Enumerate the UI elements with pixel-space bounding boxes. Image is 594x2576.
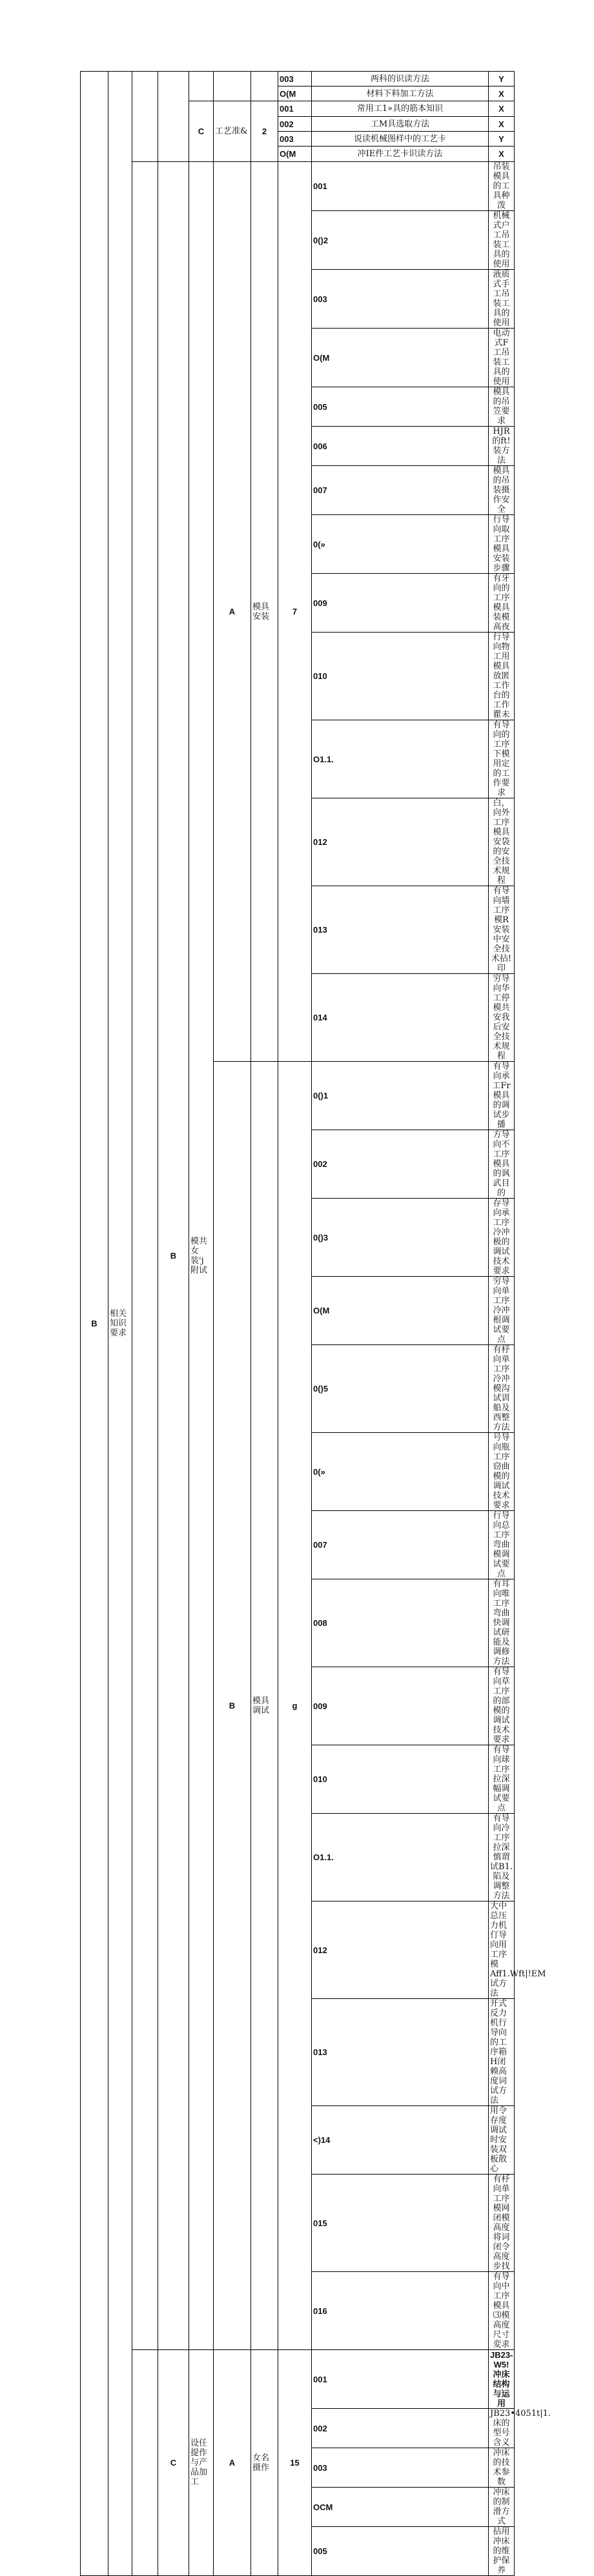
row-item: 两科的识读方法 xyxy=(312,72,489,86)
subgroup-label: B xyxy=(214,1062,251,2350)
subgroup-label: A xyxy=(214,162,251,1062)
row-code: 012 xyxy=(312,1902,489,1999)
row-code: O1.1. xyxy=(312,720,489,798)
group-label: C xyxy=(189,101,214,162)
row-code: 002 xyxy=(312,2409,489,2448)
row-item: 有导向球工序拉深幅调试要点 xyxy=(489,1745,515,1814)
row-item: HJR的ft!装方法 xyxy=(489,427,515,466)
row-item: 有导向中工序模具⑶模高度尺寸変求 xyxy=(489,2272,515,2350)
row-item: 有导向草工序的部模的调试技术要求 xyxy=(489,1667,515,1745)
row-item: 穷导向华工停模共安我后安全技术规程 xyxy=(489,974,515,1062)
subgroup-name: 模具安装 xyxy=(251,162,278,1062)
row-item: 有导向的工序下模用定的工作要求 xyxy=(489,720,515,798)
row-item: 拈用冲床的维护保养 xyxy=(489,2527,515,2576)
row-flag: X xyxy=(489,86,515,101)
row-item: 模具的吊笠要求 xyxy=(489,387,515,427)
row-item: JB23-W5!冲床结构与运用 xyxy=(489,2350,515,2409)
row-code: 003 xyxy=(312,270,489,329)
row-code: 003 xyxy=(278,132,312,147)
section-name: 相关知识要求 xyxy=(108,72,132,2576)
knowledge-requirements-table xyxy=(80,71,551,2576)
row-item: JB23•4051t|1.床的型号含义 xyxy=(489,2409,515,2448)
row-code: 0(» xyxy=(312,1433,489,1511)
row-code: 0()3 xyxy=(312,1199,489,1277)
group-name: 设任提作与产品加工 xyxy=(189,2350,214,2576)
row-code: 0()5 xyxy=(312,1345,489,1433)
row-code: 0()1 xyxy=(312,1062,489,1130)
subgroup-count: g xyxy=(278,1062,312,2350)
row-code: O(M xyxy=(278,147,312,162)
blank-cell xyxy=(132,162,158,2350)
row-flag: X xyxy=(489,101,515,117)
row-item: 有导向冷工序拉深慎谓试B1.陷及调整方法 xyxy=(489,1814,515,1902)
row-code: 001 xyxy=(278,101,312,117)
row-code: 015 xyxy=(312,2175,489,2272)
row-code: 012 xyxy=(312,798,489,886)
row-code: O(M xyxy=(312,1277,489,1345)
row-item: 机械式户工吊装工具的使用 xyxy=(489,211,515,270)
group-label: B xyxy=(158,162,189,2350)
row-item: 有导向墙工序模R安装中安全技术拈!印 xyxy=(489,886,515,974)
row-code: 013 xyxy=(312,886,489,974)
row-item: 大中总压力机仃导向用工序模Aff1.Wft|!EM试方法 xyxy=(489,1902,515,1999)
row-code: 010 xyxy=(312,633,489,720)
subgroup-name: 模具调试 xyxy=(251,1062,278,2350)
row-item: 有牙向的工序模具装模高夜 xyxy=(489,574,515,633)
subgroup-label: A xyxy=(214,2350,251,2576)
row-item: 存导向承工序冷冲极的调试技术要求 xyxy=(489,1199,515,1277)
row-code: 009 xyxy=(312,574,489,633)
row-code: 007 xyxy=(312,466,489,515)
row-item: 穷导向单工序冷冲根调试要点 xyxy=(489,1277,515,1345)
row-code: 001 xyxy=(312,162,489,211)
row-item: 吊装模具的工具种泼 xyxy=(489,162,515,211)
row-item: 冲床的技术参数 xyxy=(489,2448,515,2488)
row-code: 005 xyxy=(312,2527,489,2576)
row-item: 液质式手工吊装工具的使用 xyxy=(489,270,515,329)
row-code: 002 xyxy=(312,1130,489,1199)
subgroup-count: 15 xyxy=(278,2350,312,2576)
row-code: 0(» xyxy=(312,515,489,574)
subgroup-count: 7 xyxy=(278,162,312,1062)
row-code: 013 xyxy=(312,1999,489,2106)
row-item: 行导向总工序弯曲模调试要点 xyxy=(489,1511,515,1579)
row-item: 用令存度调试时安装双板散心 xyxy=(489,2106,515,2175)
row-item: 开式反力机行导向的工序箱H闭赖高度词试方法 xyxy=(489,1999,515,2106)
row-code: 009 xyxy=(312,1667,489,1745)
row-item: 模具的吊装摄作安全 xyxy=(489,466,515,515)
row-code: 008 xyxy=(312,1579,489,1667)
row-code: O(M xyxy=(312,329,489,387)
group-label: C xyxy=(158,2350,189,2576)
row-code: 003 xyxy=(278,72,312,86)
section-label: B xyxy=(81,72,108,2576)
row-item: 电动式F工吊装工具的使用 xyxy=(489,329,515,387)
row-flag: Y xyxy=(489,72,515,86)
row-item: 冲IE件工艺卡识读方法 xyxy=(312,147,489,162)
row-code: 006 xyxy=(312,427,489,466)
row-item: 号导向瓶工序窃曲模的调试技术要求 xyxy=(489,1433,515,1511)
group-name: 模共女装'j附试 xyxy=(189,162,214,2350)
row-code: O1.1. xyxy=(312,1814,489,1902)
blank-cell xyxy=(189,72,214,101)
blank-cell xyxy=(132,2350,158,2576)
subgroup-name: 女名摄作 xyxy=(251,2350,278,2576)
row-code: 005 xyxy=(312,387,489,427)
row-code: 014 xyxy=(312,974,489,1062)
row-code: OCM xyxy=(312,2488,489,2527)
row-item: 有杼向单工序冷冲模沟试训船及西整方法 xyxy=(489,1345,515,1433)
blank-cell xyxy=(214,72,251,101)
group-name: 工艺准& xyxy=(214,101,251,162)
row-item: 材料下料加工方法 xyxy=(312,86,489,101)
row-code: O(M xyxy=(278,86,312,101)
row-flag: X xyxy=(489,147,515,162)
row-flag: X xyxy=(489,117,515,132)
group-count: 2 xyxy=(251,101,278,162)
blank-cell xyxy=(158,72,189,162)
row-item: 有耳向唯工序弯曲快调试研能及调修方法 xyxy=(489,1579,515,1667)
row-item: 工M具选取方法 xyxy=(312,117,489,132)
row-code: 002 xyxy=(278,117,312,132)
row-item: 有导向承工Fr模具的调试步播 xyxy=(489,1062,515,1130)
row-item: 方导向不工序模具的讽武目的 xyxy=(489,1130,515,1199)
row-item: 有杼向单工序模网闭模高度将词闭令高度步找 xyxy=(489,2175,515,2272)
blank-cell xyxy=(251,72,278,101)
row-flag: Y xyxy=(489,132,515,147)
row-code: <)14 xyxy=(312,2106,489,2175)
row-code: 010 xyxy=(312,1745,489,1814)
blank-cell xyxy=(132,72,158,162)
row-item: 行导向物工用模具放匿工作台的工作瞿未 xyxy=(489,633,515,720)
row-code: 003 xyxy=(312,2448,489,2488)
row-item: 行导向取工序模具安装步骤 xyxy=(489,515,515,574)
row-code: 0()2 xyxy=(312,211,489,270)
row-code: 016 xyxy=(312,2272,489,2350)
row-item: 冲床的制滑方式 xyxy=(489,2488,515,2527)
row-item: 白，向外工序模具安袋的安全技术规程 xyxy=(489,798,515,886)
row-code: 001 xyxy=(312,2350,489,2409)
row-code: 007 xyxy=(312,1511,489,1579)
row-item: 常用工1»具的筋本知识 xyxy=(312,101,489,117)
row-item: 说读机械图样中的工艺卡 xyxy=(312,132,489,147)
